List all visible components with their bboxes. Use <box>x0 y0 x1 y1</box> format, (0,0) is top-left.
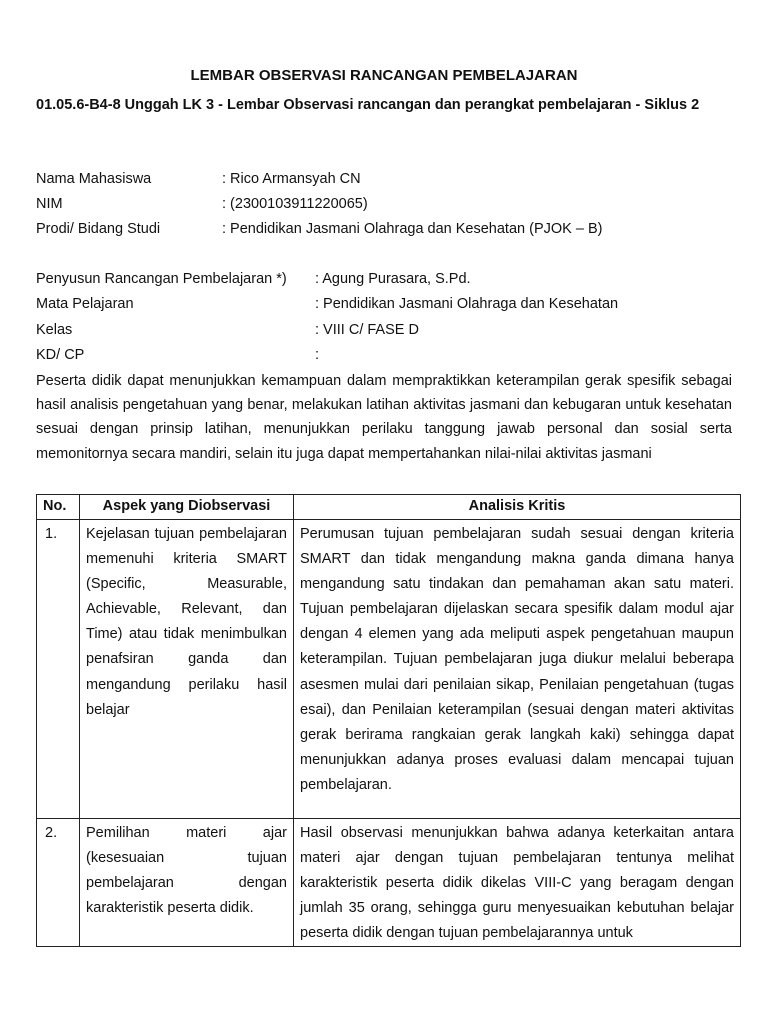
lesson-author-value: : Agung Purasara, S.Pd. <box>315 271 471 287</box>
row-number: 1. <box>37 520 80 819</box>
row-aspek: Kejelasan tujuan pembelajaran memenuhi kriteria SMART (Specific, Measurable, Achievable, Relevant, dan Time) atau tidak menimbulkan penafsiran ganda dan mengandung perilaku hasil belajar <box>80 520 294 819</box>
student-nim-label: NIM <box>36 196 63 212</box>
capaian-pembelajaran-text: Peserta didik dapat menunjukkan kemampuan dalam mempraktikkan keterampilan gerak spesifik sebagai hasil analisis pengetahuan yang benar, melakukan latihan aktivitas jasmani dan kebugaran untuk kesehatan sesuai dengan prinsip latihan, menunjukkan perilaku tanggung jawab personal dan sosial serta memonitornya secara mandiri, selain itu juga dapat mempertahankan nilai-nilai aktivitas jasmani <box>36 373 732 462</box>
lesson-subject-label: Mata Pelajaran <box>36 296 134 312</box>
row-analisis: Perumusan tujuan pembelajaran sudah sesuai dengan kriteria SMART dan tidak mengandung makna ganda dimana hanya mengandung satu tindakan dan pemahaman akan satu materi. Tujuan pembelajaran dijelaskan secara spesifik dalam modul ajar dengan 4 elemen yang ada meliputi aspek pengetahuan maupun keterampilan. Tujuan pembelajaran juga diukur melalui beberapa asesmen mulai dari penilaian sikap, Penilaian pengetahuan (tugas esai), dan Penilaian keterampilan (sesuai dengan materi aktivitas gerak berirama rangkaian gerak langkah kaki) sehingga dapat menunjukkan adanya proses evaluasi dalam mencapai tujuan pembelajaran. <box>294 520 741 819</box>
lesson-class-label: Kelas <box>36 322 73 338</box>
student-nim-value: : (2300103911220065) <box>222 196 368 212</box>
student-name-label: Nama Mahasiswa <box>36 171 152 187</box>
lesson-author-label: Penyusun Rancangan Pembelajaran *) <box>36 271 287 287</box>
student-name-value: : Rico Armansyah CN <box>222 171 361 187</box>
row-number: 2. <box>37 819 80 947</box>
lesson-class-value: : VIII C/ FASE D <box>315 322 419 338</box>
table-header-row <box>37 495 741 520</box>
document-title: LEMBAR OBSERVASI RANCANGAN PEMBELAJARAN <box>190 67 578 84</box>
row-analisis: Hasil observasi menunjukkan bahwa adanya keterkaitan antara materi ajar dengan tujuan pembelajaran tentunya melihat karakteristik peserta didik dikelas VIII-C yang beragam dengan jumlah 35 orang, sehingga guru menyesuaikan kebutuhan belajar peserta didik dengan tujuan pembelajarannya untuk <box>294 819 741 947</box>
observation-table <box>36 494 741 947</box>
lesson-kd-label: KD/ CP <box>36 347 85 363</box>
document-subtitle: 01.05.6-B4-8 Unggah LK 3 - Lembar Observasi rancangan dan perangkat pembelajaran - Siklus 2 <box>36 97 700 113</box>
lesson-kd-value: : <box>315 347 320 363</box>
row-aspek: Pemilihan materi ajar (kesesuaian tujuan pembelajaran dengan karakteristik peserta didik. <box>80 819 294 947</box>
table-row <box>37 819 741 947</box>
student-prodi-label: Prodi/ Bidang Studi <box>36 221 161 237</box>
header-aspek: Aspek yang Diobservasi <box>80 495 294 520</box>
lesson-subject-value: : Pendidikan Jasmani Olahraga dan Kesehatan <box>315 296 619 312</box>
header-analisis: Analisis Kritis <box>294 495 741 520</box>
student-prodi-value: : Pendidikan Jasmani Olahraga dan Kesehatan (PJOK – B) <box>222 221 603 237</box>
header-no: No. <box>37 495 80 520</box>
table-row <box>37 520 741 819</box>
